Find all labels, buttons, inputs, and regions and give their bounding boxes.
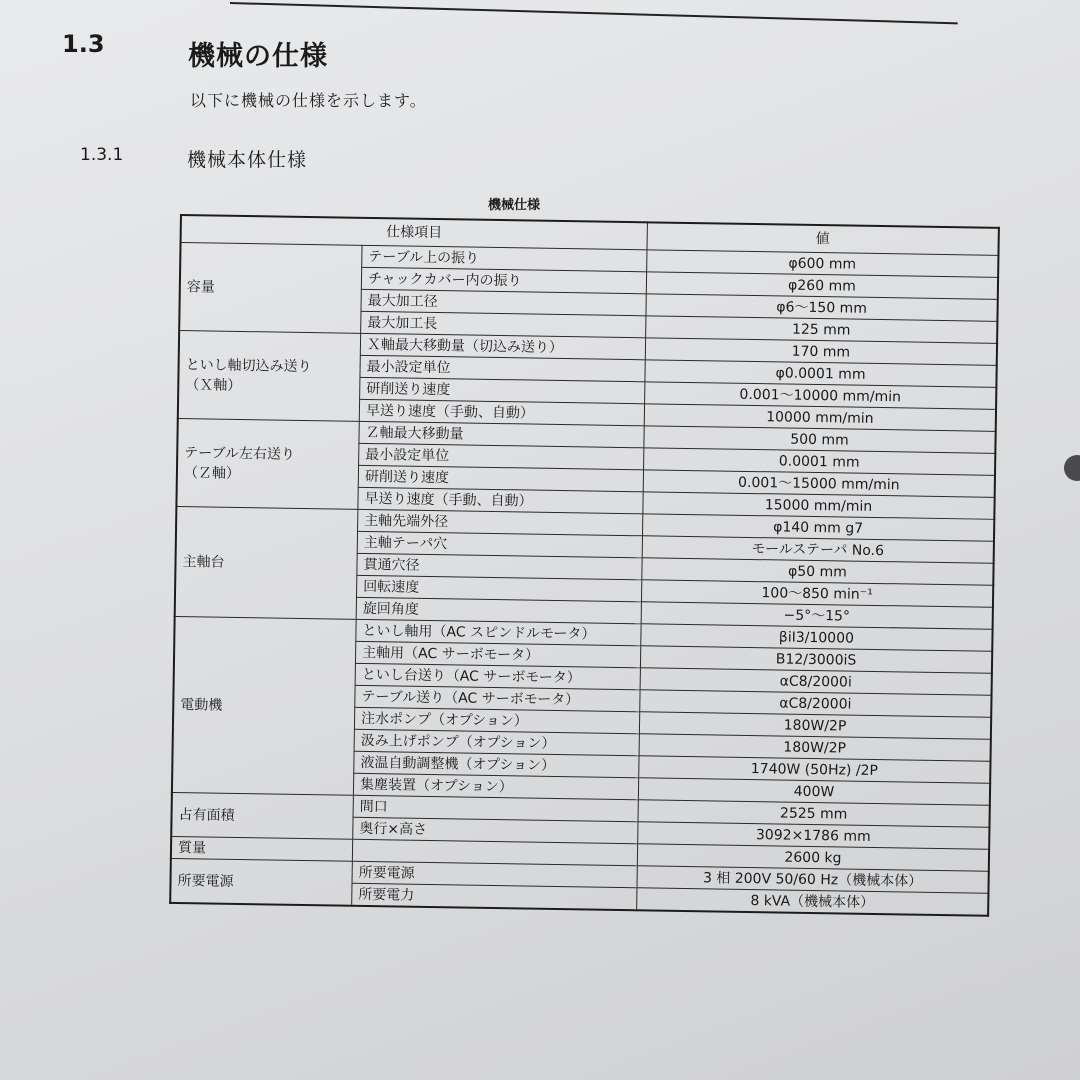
category-cell <box>178 331 361 422</box>
subsection-title: 機械本体仕様 <box>187 149 308 171</box>
spec-item-cell: Ｘ軸最大移動量（切込み送り） <box>360 333 645 359</box>
category-cell <box>170 858 352 905</box>
category-cell <box>179 243 362 334</box>
spec-value-cell: 3092×1786 mm <box>638 822 990 850</box>
category-label: 容量 <box>186 278 215 296</box>
spec-value-cell: βiI3/10000 <box>641 624 993 652</box>
spec-value-cell: 400W <box>638 778 990 806</box>
spec-value-cell: φ260 mm <box>646 272 998 300</box>
spec-item-cell: 注水ポンプ（オプション） <box>354 707 639 733</box>
spec-item-cell: チャックカバー内の振り <box>361 267 646 293</box>
spec-value-cell: モールステーパ No.6 <box>642 536 994 564</box>
spec-value-cell: 15000 mm/min <box>643 492 995 520</box>
spec-item-cell: Ｚ軸最大移動量 <box>359 421 644 447</box>
category-cell <box>175 506 358 619</box>
spec-value-cell: 0.001～15000 mm/min <box>643 470 995 498</box>
spec-item-cell: 最大加工長 <box>361 311 646 337</box>
section-title: 機械の仕様 <box>188 41 328 72</box>
spec-item-cell: といし台送り（AC サーボモータ） <box>355 663 640 689</box>
spec-value-cell: 180W/2P <box>639 734 991 762</box>
spec-item-cell: テーブル上の振り <box>362 245 647 271</box>
spec-table-body <box>170 243 998 916</box>
category-label: 所要電源 <box>177 872 234 890</box>
spec-value-cell: 100～850 min⁻¹ <box>641 580 993 608</box>
spec-value-cell: 125 mm <box>646 316 998 344</box>
spec-value-cell: 0.0001 mm <box>644 448 996 476</box>
header-item: 仕様項目 <box>181 215 648 250</box>
spec-item-cell: 貫通穴径 <box>357 553 642 579</box>
spec-value-cell: φ600 mm <box>647 250 999 278</box>
category-label: 電動機 <box>180 696 223 714</box>
spec-value-cell: αC8/2000i <box>640 690 992 718</box>
spec-item-cell: 最小設定単位 <box>360 355 645 381</box>
category-label: 質量 <box>177 839 207 856</box>
spec-item-cell: 研削送り速度 <box>358 465 643 491</box>
category-cell <box>176 418 359 509</box>
spec-value-cell: 3 相 200V 50/60 Hz（機械本体） <box>637 866 989 894</box>
category-label: 占有面積 <box>178 806 235 824</box>
header-value: 値 <box>647 222 999 255</box>
category-cell <box>172 616 356 795</box>
spec-item-cell: テーブル送り（AC サーボモータ） <box>355 685 640 711</box>
spec-item-cell: 間口 <box>353 795 638 821</box>
spec-value-cell: 10000 mm/min <box>644 404 996 432</box>
spec-value-cell: φ0.0001 mm <box>645 360 997 388</box>
punch-hole <box>1064 455 1080 481</box>
category-sublabel: （Ｘ軸） <box>185 376 242 394</box>
spec-item-cell: 研削送り速度 <box>360 377 645 403</box>
spec-item-cell: 汲み上げポンプ（オプション） <box>354 729 639 755</box>
spec-value-cell: 2600 kg <box>637 844 989 872</box>
top-rule <box>230 2 958 24</box>
spec-value-cell: 2525 mm <box>638 800 990 828</box>
spec-item-cell: 最大加工径 <box>361 289 646 315</box>
spec-item-cell: といし軸用（AC スピンドルモータ） <box>356 619 641 645</box>
spec-item-cell: 早送り速度（手動、自動） <box>359 399 644 425</box>
spec-value-cell: φ6～150 mm <box>646 294 998 322</box>
spec-item-cell: 液温自動調整機（オプション） <box>354 751 639 777</box>
spec-value-cell: φ50 mm <box>642 558 994 586</box>
spec-item-cell: 主軸先端外径 <box>358 509 643 535</box>
spec-item-cell: 奥行×高さ <box>353 817 638 843</box>
spec-item-cell: 所要電源 <box>352 861 637 887</box>
spec-item-cell: 所要電力 <box>352 883 637 910</box>
subsection-number: 1.3.1 <box>80 145 124 165</box>
spec-item-cell: 集塵装置（オプション） <box>353 773 638 799</box>
spec-value-cell: B12/3000iS <box>640 646 992 674</box>
spec-value-cell: 500 mm <box>644 426 996 454</box>
spec-value-cell: 1740W (50Hz) /2P <box>639 756 991 784</box>
spec-item-cell: 回転速度 <box>357 575 642 601</box>
category-label: といし軸切込み送り <box>185 356 312 375</box>
spec-table <box>169 214 1000 917</box>
spec-value-cell: 8 kVA（機械本体） <box>637 888 989 916</box>
spec-item-cell: 旋回角度 <box>356 597 641 623</box>
spec-value-cell: φ140 mm g7 <box>643 514 995 542</box>
category-cell <box>171 836 353 861</box>
spec-value-cell: 0.001～10000 mm/min <box>645 382 997 410</box>
spec-value-cell: 170 mm <box>645 338 997 366</box>
spec-value-cell: 180W/2P <box>639 712 991 740</box>
category-label: テーブル左右送り <box>184 444 296 463</box>
category-cell <box>171 792 353 839</box>
category-sublabel: （Ｚ軸） <box>183 464 241 482</box>
spec-item-cell: 主軸用（AC サーボモータ） <box>355 641 640 667</box>
spec-item-cell: 最小設定単位 <box>359 443 644 469</box>
intro-text: 以下に機械の仕様を示します。 <box>190 91 427 110</box>
table-caption: 機械仕様 <box>488 198 541 213</box>
spec-value-cell: αC8/2000i <box>640 668 992 696</box>
category-label: 主軸台 <box>182 553 225 571</box>
section-number: 1.3 <box>62 30 105 58</box>
spec-value-cell: −5°～15° <box>641 602 993 630</box>
spec-item-cell: 早送り速度（手動、自動） <box>358 487 643 513</box>
spec-item-cell: 主軸テーパ穴 <box>357 531 642 557</box>
